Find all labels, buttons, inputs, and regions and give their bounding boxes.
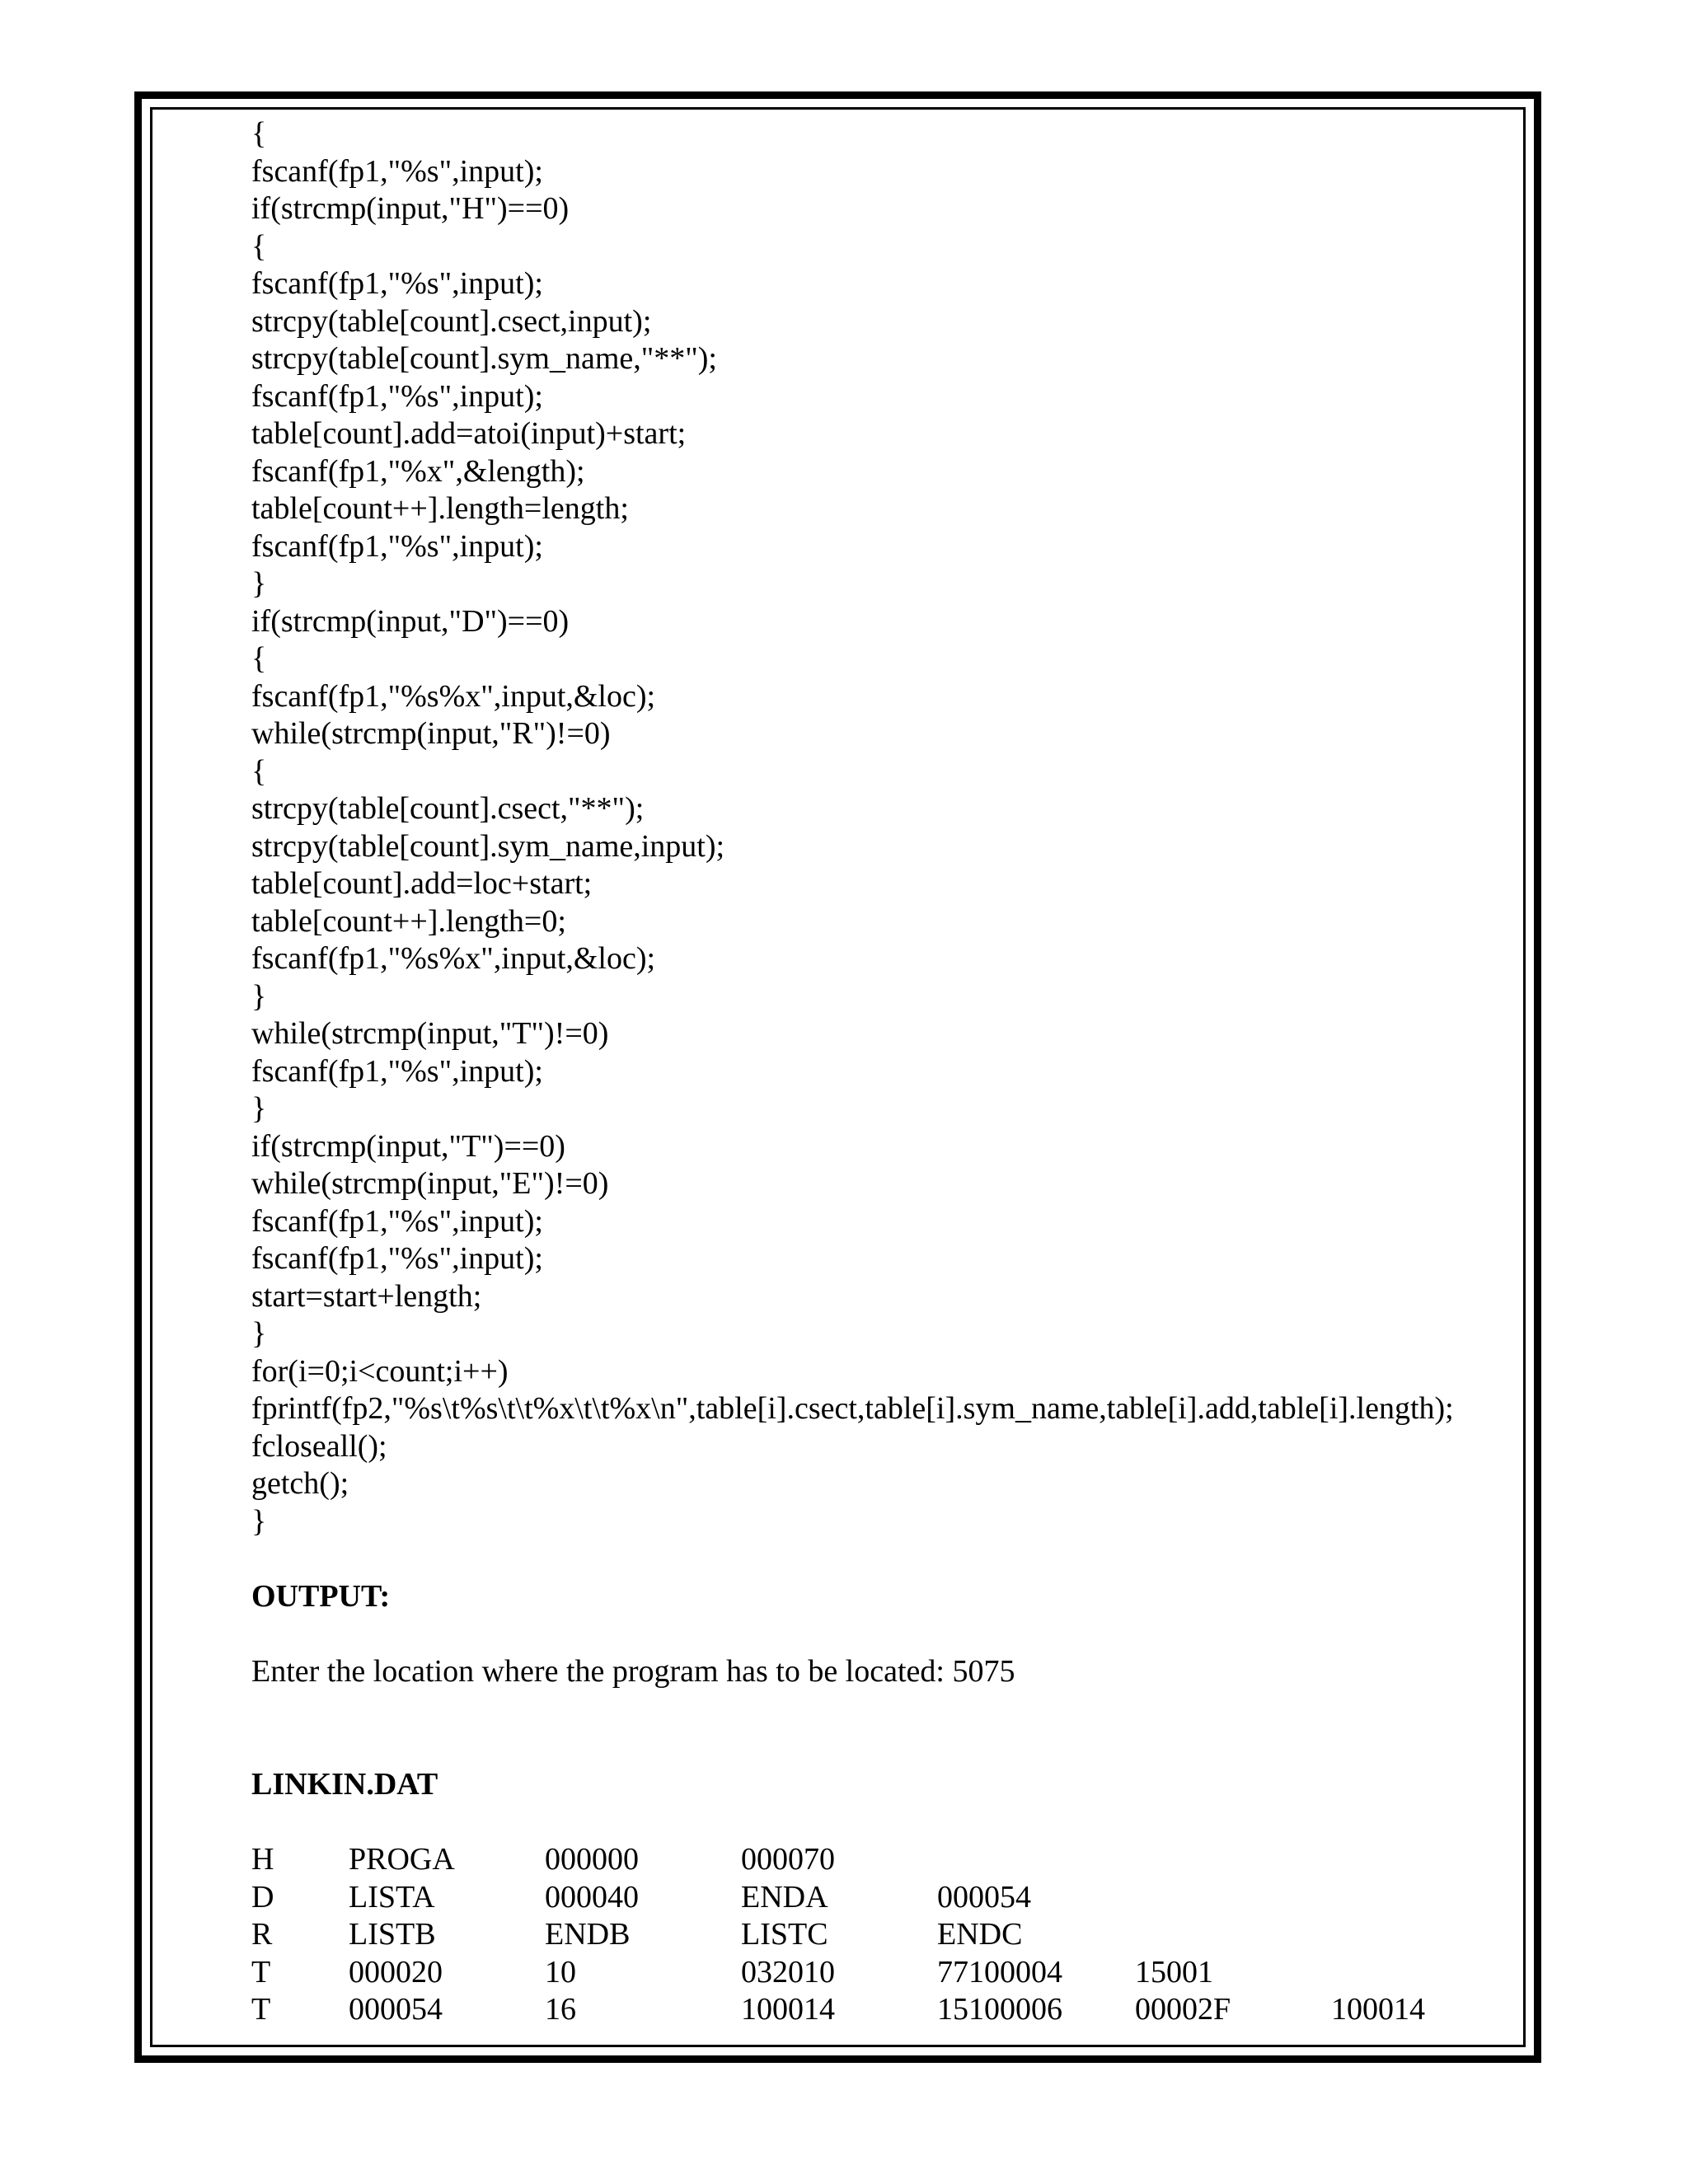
- table-cell: [1135, 1916, 1331, 1954]
- code-line: }: [251, 1091, 267, 1126]
- code-line: fprintf(fp2,"%s\t%s\t\t%x\t\t%x\n",table[i].csect,table[i].sym_name,table[i].add,table[i].length);: [251, 1391, 1454, 1426]
- code-line: getch();: [251, 1466, 349, 1501]
- code-line: table[count].add=atoi(input)+start;: [251, 416, 687, 451]
- code-line: while(strcmp(input,"E")!=0): [251, 1166, 609, 1201]
- table-cell: 000000: [545, 1842, 639, 1877]
- table-cell: 100014: [1331, 1992, 1425, 2027]
- table-cell: LISTB: [349, 1917, 436, 1952]
- code-line: strcpy(table[count].csect,"**");: [251, 791, 645, 826]
- code-line: }: [251, 1503, 267, 1539]
- table-cell: 10: [545, 1954, 576, 1990]
- table-cell: T: [251, 1992, 271, 2027]
- code-line: fscanf(fp1,"%s",input);: [251, 528, 543, 564]
- table-cell: T: [251, 1954, 271, 1990]
- output-prompt-text: Enter the location where the program has to be located: 5075: [251, 1654, 1015, 1689]
- code-line: fcloseall();: [251, 1428, 387, 1464]
- code-line: fscanf(fp1,"%s",input);: [251, 1241, 543, 1276]
- table-row: [251, 1841, 1496, 1879]
- table-cell: 000054: [937, 1879, 1031, 1915]
- code-line: if(strcmp(input,"D")==0): [251, 603, 570, 639]
- table-cell: H: [251, 1842, 274, 1877]
- code-line: fscanf(fp1,"%s%x",input,&loc);: [251, 941, 656, 976]
- code-line: while(strcmp(input,"R")!=0): [251, 716, 611, 751]
- code-line: start=start+length;: [251, 1278, 482, 1314]
- code-line: fscanf(fp1,"%s",input);: [251, 378, 543, 414]
- table-cell: PROGA: [349, 1842, 455, 1877]
- code-line: fscanf(fp1,"%x",&length);: [251, 453, 585, 489]
- code-line: {: [251, 641, 267, 676]
- code-line: }: [251, 1316, 267, 1351]
- table-cell: [937, 1841, 1135, 1879]
- table-cell: ENDA: [741, 1879, 828, 1915]
- table-cell: D: [251, 1879, 274, 1915]
- code-line: while(strcmp(input,"T")!=0): [251, 1016, 609, 1051]
- table-cell: 16: [545, 1992, 576, 2027]
- table-cell: [1135, 1841, 1331, 1879]
- table-cell: 15001: [1135, 1954, 1213, 1990]
- code-line: if(strcmp(input,"H")==0): [251, 191, 570, 226]
- table-cell: ENDC: [937, 1917, 1023, 1952]
- code-line: fscanf(fp1,"%s",input);: [251, 266, 543, 301]
- table-cell: 000040: [545, 1879, 639, 1915]
- table-cell: LISTA: [349, 1879, 435, 1915]
- table-cell: 77100004: [937, 1954, 1062, 1990]
- code-line: for(i=0;i<count;i++): [251, 1353, 509, 1389]
- code-line: strcpy(table[count].sym_name,"**");: [251, 341, 717, 376]
- table-cell: ENDB: [545, 1917, 631, 1952]
- table-cell: [1135, 1879, 1331, 1917]
- table-cell: [1331, 1879, 1496, 1917]
- code-line: }: [251, 978, 267, 1014]
- code-line: fscanf(fp1,"%s%x",input,&loc);: [251, 678, 656, 714]
- table-cell: [1331, 1916, 1496, 1954]
- table-cell: [1331, 1954, 1496, 1992]
- output-heading: OUTPUT:: [251, 1579, 391, 1614]
- code-line: fscanf(fp1,"%s",input);: [251, 1203, 543, 1239]
- code-line: strcpy(table[count].csect,input);: [251, 303, 652, 339]
- table-row: [251, 1954, 1496, 1992]
- table-cell: 00002F: [1135, 1992, 1231, 2027]
- table-row: [251, 1991, 1496, 2029]
- code-line: }: [251, 566, 267, 601]
- table-cell: [1331, 1841, 1496, 1879]
- table-row: [251, 1916, 1496, 1954]
- code-line: table[count++].length=0;: [251, 903, 566, 939]
- code-line: fscanf(fp1,"%s",input);: [251, 153, 543, 189]
- document-content: [251, 115, 1521, 2029]
- code-line: if(strcmp(input,"T")==0): [251, 1128, 565, 1164]
- code-line: {: [251, 116, 267, 151]
- table-cell: 032010: [741, 1954, 835, 1990]
- code-listing: [251, 115, 1521, 1540]
- table-cell: R: [251, 1917, 273, 1952]
- code-line: fscanf(fp1,"%s",input);: [251, 1053, 543, 1089]
- table-cell: 15100006: [937, 1992, 1062, 2027]
- table-cell: 000054: [349, 1992, 443, 2027]
- table-row: [251, 1879, 1496, 1917]
- table-cell: 000020: [349, 1954, 443, 1990]
- code-line: table[count++].length=length;: [251, 491, 629, 526]
- linkin-dat-heading: LINKIN.DAT: [251, 1767, 438, 1802]
- table-cell: LISTC: [741, 1917, 828, 1952]
- code-line: {: [251, 753, 267, 789]
- code-line: strcpy(table[count].sym_name,input);: [251, 828, 725, 864]
- code-line: {: [251, 228, 267, 264]
- linkin-dat-table: [251, 1841, 1496, 2029]
- table-cell: 100014: [741, 1992, 835, 2027]
- code-line: table[count].add=loc+start;: [251, 866, 593, 901]
- table-cell: 000070: [741, 1842, 835, 1877]
